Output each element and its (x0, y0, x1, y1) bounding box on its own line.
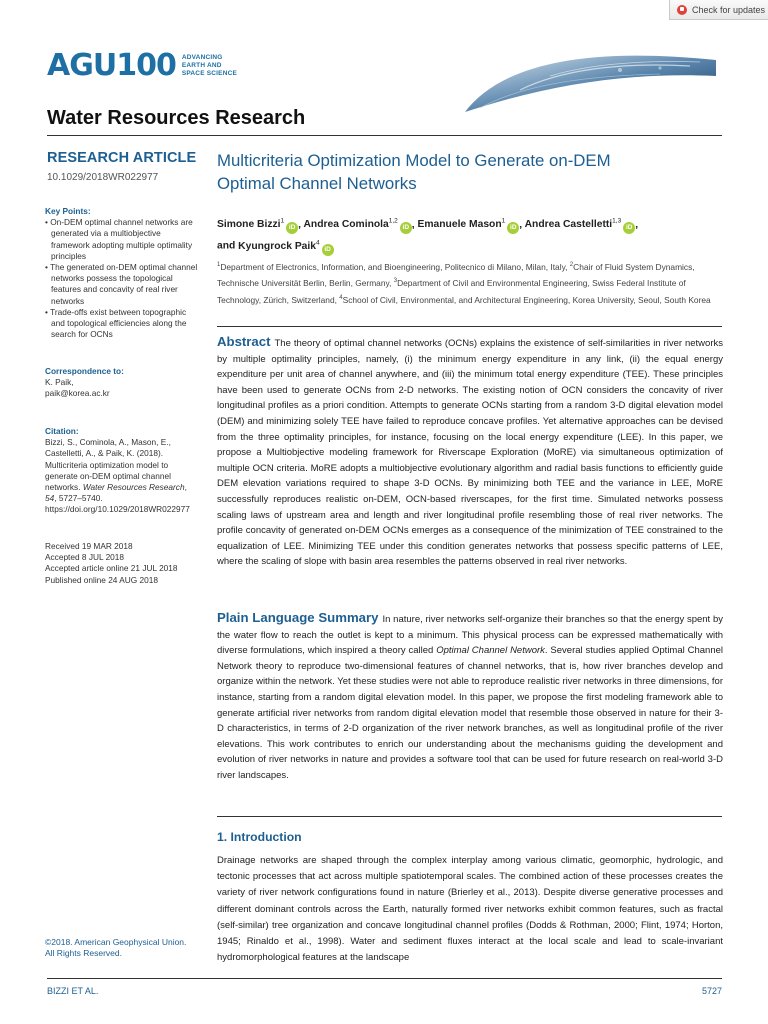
abstract (217, 334, 723, 570)
correspondence (45, 366, 200, 400)
title-line: Multicriteria Optimization Model to Generate on-DEM (217, 151, 611, 170)
copyright-line: ©2018. American Geophysical Union. (45, 937, 187, 947)
affiliation: Chair of Fluid System Dynamics, Technische Universität Berlin, Berlin, Germany, (217, 261, 695, 289)
pls-italic-term: Optimal Channel Network (436, 645, 545, 657)
correspondence-heading: Correspondence to: (45, 366, 124, 376)
check-for-updates-label: Check for updates (692, 4, 766, 15)
plain-language-summary (217, 610, 723, 784)
abstract-label: Abstract (217, 334, 271, 349)
correspondence-name: K. Paik, (45, 377, 74, 388)
key-points-list (45, 217, 200, 340)
citation-doi-link[interactable]: https://doi.org/10.1029/2018WR022977 (45, 504, 190, 515)
logo-tagline-line: ADVANCING (181, 54, 223, 61)
author[interactable]: Simone Bizzi$^1$iD (217, 219, 298, 230)
logo-tagline (182, 54, 237, 78)
date-accepted: Accepted 8 JUL 2018 (45, 552, 125, 563)
logo-wordmark: AGU100 (47, 48, 176, 83)
running-head: BIZZI ET AL. (47, 986, 99, 996)
title-line: Optimal Channel Networks (217, 174, 417, 193)
author[interactable]: Andrea Cominola$^{1,2}$iD (303, 219, 411, 230)
pls-text: . Several studies applied Optimal Channel Network theory to reproduce two-dimensional features of channel networks, that is, how river branches develop and organize within the network. Yet these studies were not able to reproduce realistic river networks in three dimensions, for instance, starting from a random digital elevation model. In this paper, we propose the first modeling framework able to generate artificial river networks from random digital elevation model that resemble those observed in nature for their 3-D characteristics, in terms of 2-D organization of the river network branches, as well as longitudinal profile of the river elevations. This work contributes to enrich our understanding about the mechanisms guiding the development and evolution of river networks in nature and provides a software tool that can be used for future research on real-world 3-D river landscapes. (217, 645, 723, 781)
citation-pages: , 5727–5740. (54, 493, 103, 504)
key-point: • The generated on-DEM optimal channel networks possess the topological features and concavity of real river networks (45, 262, 200, 307)
page-number: 5727 (701, 986, 722, 996)
orcid-icon[interactable]: iD (507, 222, 519, 234)
abstract-text: The theory of optimal channel networks (OCNs) explains the existence of self-similarities in river networks by multiple optimality principles, namely, (i) the minimum energy expenditure in any link, (ii) the equal energy expenditure per unit area of channel anywhere, and (iii) the minimum total energy expenditure (TEE). These principles have been used to generate OCNs from 2-D networks. The existing notion of OCN considers the concavity of river longitudinal profiles as a priori condition. Attempts to generate OCNs starting from a random 3-D digital elevation model (DEM) and minimizing solely TEE have failed to reproduce concave profiles. Yet alternative approaches can be devised from the three optimality principles, for instance, focusing on the local energy expenditure (LEE). In this paper, we propose a Multiobjective modeling framework for Riverscape Exploration (MoRE) via simultaneous optimization of multiple OCN criteria. MoRE adopts a multiobjective evolutionary algorithm and radial basis functions to efficiently guide DEM elevation variations required to shape 3-D OCNs. By minimizing both TEE and the variance in LEE, MoRE successfully reproduces realistic on-DEM, OCN-based riverscapes, for the first time. Simulated networks possess scaling laws of upstream area and length and river longitudinal profile resembling those of real river networks. The profile concavity of generated on-DEM OCNs emerges as a consequence of the minimization of TEE constrained to the equalization of LEE. Minimizing TEE under this condition generates networks that possess specific patterns of LEE, where the scaling of slope with basin area resembles the patterns observed in real river networks. (217, 338, 723, 568)
article-type: RESEARCH ARTICLE (47, 150, 197, 166)
author[interactable]: Andrea Castelletti$^{1,3}$iD (525, 219, 636, 230)
key-point: • On-DEM optimal channel networks are generated via a multiobjective framework adopting multiple optimality principles (45, 217, 200, 262)
citation-text: Bizzi, S., Cominola, A., Mason, E., Castelletti, A., & Paik, K. (2018). Multicriteria optimization model to generate on-DEM optimal channel networks. Water Resources Research, 54, 5727–5740. (45, 437, 187, 504)
pls-text: In nature, river networks self-organize their branches so that the energy spent by the water flow to reach the outlet is kept to a minimum. This physical process can be expressed mathematically with diverse formulations, which inspired a theory called (217, 614, 723, 657)
affiliation: Department of Civil and Environmental Engineering, Swiss Federal Institute of Technology, Zürich, Switzerland, (217, 278, 686, 305)
author[interactable]: Kyungrock Paik$^4$iD (238, 241, 333, 252)
introduction-text: Drainage networks are shaped through the complex interplay among various climatic, geomorphic, hydrologic, and tectonic processes that act across multiple spatiotemporal scales. The combined action of these processes creates the variety of river network configurations found in nature (Brierley et al., 2013). Despite diverse generative processes and different dominant controls across the Earth, naturally formed river networks exhibit common features, such as fractal (self-similar) tree organization and concave longitudinal channel profiles (Dodds & Rothman, 2000; Flint, 1974; Horton, 1945; Rinaldo et al., 1998). Water and sediment fluxes interact at the local scale and lead to scale-invariant hydromorphological features at the landscape (217, 855, 723, 964)
date-published: Published online 24 AUG 2018 (45, 574, 159, 585)
citation (45, 426, 200, 516)
date-received: Received 19 MAR 2018 (45, 541, 133, 551)
orcid-icon[interactable]: iD (623, 222, 635, 234)
article-dates (45, 541, 200, 586)
date-accepted-online: Accepted article online 21 JUL 2018 (45, 563, 178, 574)
agu100-logo (47, 50, 237, 82)
header-divider (47, 135, 722, 136)
introduction-heading: 1. Introduction (217, 830, 302, 844)
pls-label: Plain Language Summary (217, 610, 379, 625)
check-for-updates-button[interactable] (669, 0, 768, 20)
correspondence-email[interactable]: paik@korea.ac.kr (45, 388, 110, 399)
affiliation: School of Civil, Environmental, and Architectural Engineering, Korea University, Seoul, South Korea (342, 294, 711, 305)
citation-journal: Water Resources Research (82, 482, 185, 493)
citation-heading: Citation: (45, 426, 79, 436)
affiliations: $^1$Department of Electronics, Information, and Bioengineering, Politecnico di Milano, Milan, Italy, $^2$Chair of Fluid System Dynamics, Technische Universität Berlin, Berlin, Germany, $^3$Department of Civil and Environmental Engineering, Swiss Federal Institute of Technology, Zürich, Switzerland, $^4$School of Civil, Environmental, and Architectural Engineering, Korea University, Seoul, South Korea (217, 261, 711, 305)
footer-divider (47, 978, 722, 979)
article-doi: 10.1029/2018WR022977 (47, 172, 159, 183)
key-points (45, 206, 200, 340)
citation-body: Bizzi, S., Cominola, A., Mason, E., Castelletti, A., & Paik, K. (2018). Multicriteria optimization model to generate on-DEM optimal channel networks. (45, 437, 171, 493)
journal-title: Water Resources Research (47, 107, 306, 129)
abstract-divider (217, 326, 722, 327)
citation-volume: 54 (45, 493, 55, 504)
orcid-icon[interactable]: iD (286, 222, 298, 234)
key-points-heading: Key Points: (45, 206, 91, 216)
intro-divider (217, 816, 722, 817)
article-title (217, 149, 687, 195)
crossmark-icon (677, 5, 687, 15)
orcid-icon[interactable]: iD (322, 244, 334, 256)
copyright (45, 937, 200, 959)
author[interactable]: Emanuele Mason$^1$iD (418, 219, 520, 230)
logo-tagline-line: SPACE SCIENCE (181, 70, 238, 77)
earth-banner-image (460, 46, 718, 118)
logo-tagline-line: EARTH AND (181, 62, 222, 69)
affiliation: Department of Electronics, Information, and Bioengineering, Politecnico di Milano, Milan, Italy, (220, 261, 570, 272)
author-list: Simone Bizzi$^1$iD , Andrea Cominola$^{1,2}$iD , Emanuele Mason$^1$iD , Andrea Castelletti$^{1,3}$iD , and Kyungrock Paik$^4$iD (217, 213, 717, 256)
copyright-line: All Rights Reserved. (45, 948, 123, 959)
key-point: • Trade-offs exist between topographic and topological efficiencies along the search for OCNs (45, 307, 200, 341)
orcid-icon[interactable]: iD (400, 222, 412, 234)
